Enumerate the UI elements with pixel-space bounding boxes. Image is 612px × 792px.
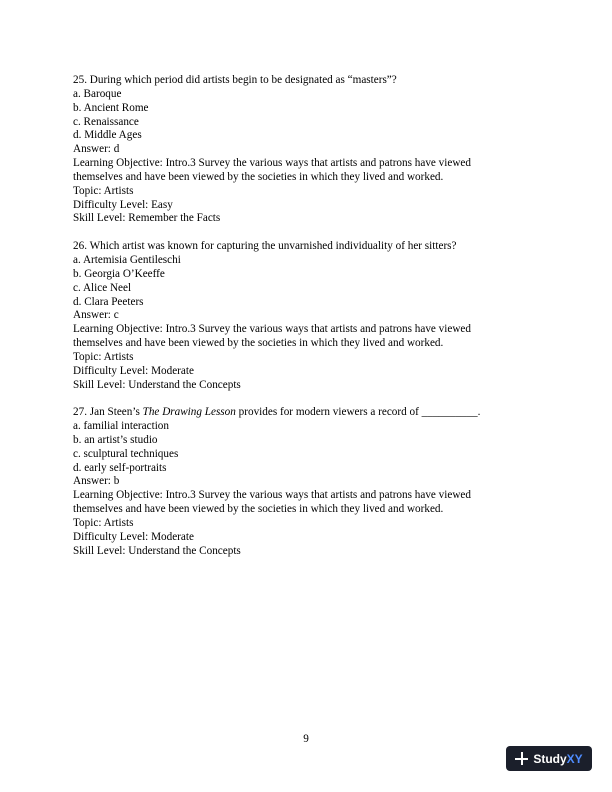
question-stem [73,406,543,420]
question-26 [73,240,543,392]
artwork-title: The Drawing Lesson [142,406,236,419]
option-b: b. Ancient Rome [73,101,149,114]
learning-objective-line-2: themselves and have been viewed by the societies in which they lived and worked. [73,170,444,183]
difficulty-level: Difficulty Level: Moderate [73,530,194,543]
skill-level: Skill Level: Remember the Facts [73,212,221,225]
option-a: a. familial interaction [73,420,169,433]
plus-icon [515,752,528,765]
learning-objective-line-1: Learning Objective: Intro.3 Survey the various ways that artists and patrons have viewed [73,489,471,502]
learning-objective-line-1: Learning Objective: Intro.3 Survey the various ways that artists and patrons have viewed [73,157,471,170]
option-d: d. Middle Ages [73,129,142,142]
document-body [73,74,543,572]
topic: Topic: Artists [73,184,134,197]
question-stem-suffix: provides for modern viewers a record of __________. [235,406,481,419]
answer-key: Answer: b [73,475,120,488]
question-stem-prefix: 27. Jan Steen’s [73,406,143,419]
option-c: c. Alice Neel [73,281,132,294]
learning-objective-line-2: themselves and have been viewed by the societies in which they lived and worked. [73,337,444,350]
question-25 [73,74,543,226]
question-stem: 25. During which period did artists begin to be designated as “masters”? [73,74,397,86]
skill-level: Skill Level: Understand the Concepts [73,544,241,557]
learning-objective-line-1: Learning Objective: Intro.3 Survey the various ways that artists and patrons have viewed [73,323,471,336]
learning-objective-line-2: themselves and have been viewed by the societies in which they lived and worked. [73,503,444,516]
brand-name-main: Study [533,751,567,766]
difficulty-level: Difficulty Level: Moderate [73,364,194,377]
option-b: b. an artist’s studio [73,433,158,446]
option-a: a. Baroque [73,87,122,100]
option-d: d. Clara Peeters [73,295,144,308]
question-stem: 26. Which artist was known for capturing the unvarnished individuality of her sitters? [73,240,457,253]
studyxy-watermark[interactable] [506,746,592,771]
option-d: d. early self-portraits [73,461,167,474]
option-b: b. Georgia O’Keeffe [73,267,165,280]
option-c: c. sculptural techniques [73,447,179,460]
difficulty-level: Difficulty Level: Easy [73,198,173,211]
brand-name [533,753,582,765]
topic: Topic: Artists [73,350,134,363]
brand-name-accent: XY [566,751,583,766]
option-a: a. Artemisia Gentileschi [73,253,181,266]
answer-key: Answer: c [73,309,119,322]
question-27 [73,406,543,558]
skill-level: Skill Level: Understand the Concepts [73,378,241,391]
page-number: 9 [303,733,309,745]
answer-key: Answer: d [73,143,120,156]
option-c: c. Renaissance [73,115,139,128]
topic: Topic: Artists [73,517,134,529]
